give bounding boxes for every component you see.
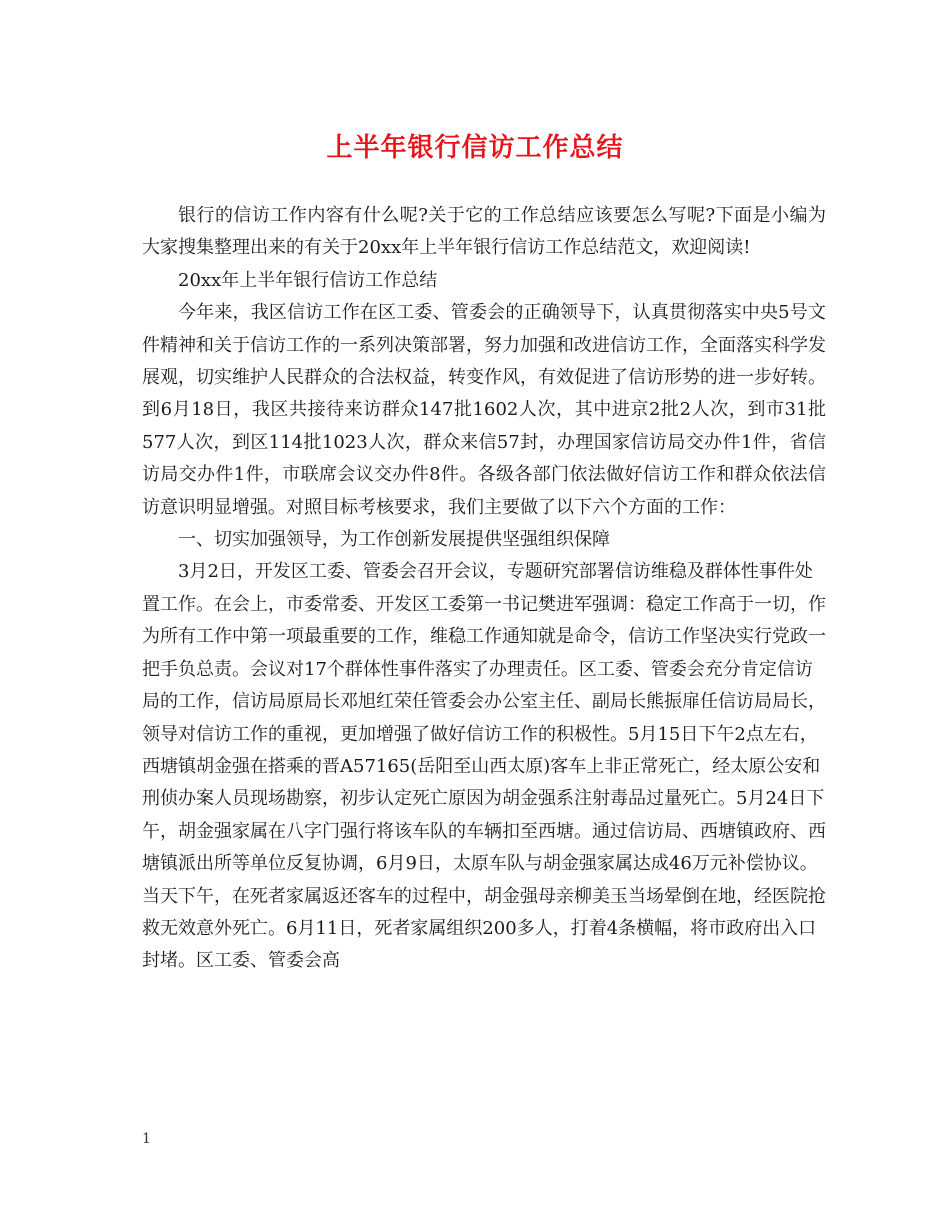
intro-paragraph: 银行的信访工作内容有什么呢?关于它的工作总结应该要怎么写呢?下面是小编为大家搜集整理出来的有关于20xx年上半年银行信访工作总结范文，欢迎阅读! <box>142 205 826 259</box>
section-heading: 一、切实加强领导，为工作创新发展提供坚强组织保障 <box>178 529 610 551</box>
document-title: 上半年银行信访工作总结 <box>326 133 624 163</box>
section-paragraph: 3月2日，开发区工委、管委会召开会议，专题研究部署信访维稳及群体性事件处置工作。在会上，市委常委、开发区工委第一书记樊进军强调：稳定工作高于一切，作为所有工作中第一项最重要的工作，维稳工作通知就是命令，信访工作坚决实行党政一把手负总责。会议对17个群体性事件落实了办理责任。区工委、管委会充分肯定信访局的工作，信访局原局长邓旭红荣任管委会办公室主任、副局长熊振扉任信访局局长，领导对信访工作的重视，更加增强了做好信访工作的积极性。5月15日下午2点左右，西塘镇胡金强在搭乘的晋A57165(岳阳至山西太原)客车上非正常死亡，经太原公安和刑侦办案人员现场勘察，初步认定死亡原因为胡金强系注射毒品过量死亡。5月24日下午，胡金强家属在八字门强行将该车队的车辆扣至西塘。通过信访局、西塘镇政府、西塘镇派出所等单位反复协调，6月9日，太原车队与胡金强家属达成46万元补偿协议。当天下午，在死者家属返还客车的过程中，胡金强母亲柳美玉当场晕倒在地，经医院抢救无效意外死亡。6月11日，死者家属组织200多人，打着4条横幅，将市政府出入口封堵。区工委、管委会高 <box>142 561 826 972</box>
document-body <box>142 200 826 978</box>
summary-paragraph: 今年来，我区信访工作在区工委、管委会的正确领导下，认真贯彻落实中央5号文件精神和关于信访工作的一系列决策部署，努力加强和改进信访工作，全面落实科学发展观，切实维护人民群众的合法权益，转变作风，有效促进了信访形势的进一步好转。到6月18日，我区共接待来访群众147批1602人次，其中进京2批2人次，到市31批577人次，到区114批1023人次，群众来信57封，办理国家信访局交办件1件，省信访局交办件1件，市联席会议交办件8件。各级各部门依法做好信访工作和群众依法信访意识明显增强。对照目标考核要求，我们主要做了以下六个方面的工作： <box>142 302 826 518</box>
page-number: 1 <box>142 1131 151 1147</box>
subtitle-paragraph: 20xx年上半年银行信访工作总结 <box>178 269 438 291</box>
